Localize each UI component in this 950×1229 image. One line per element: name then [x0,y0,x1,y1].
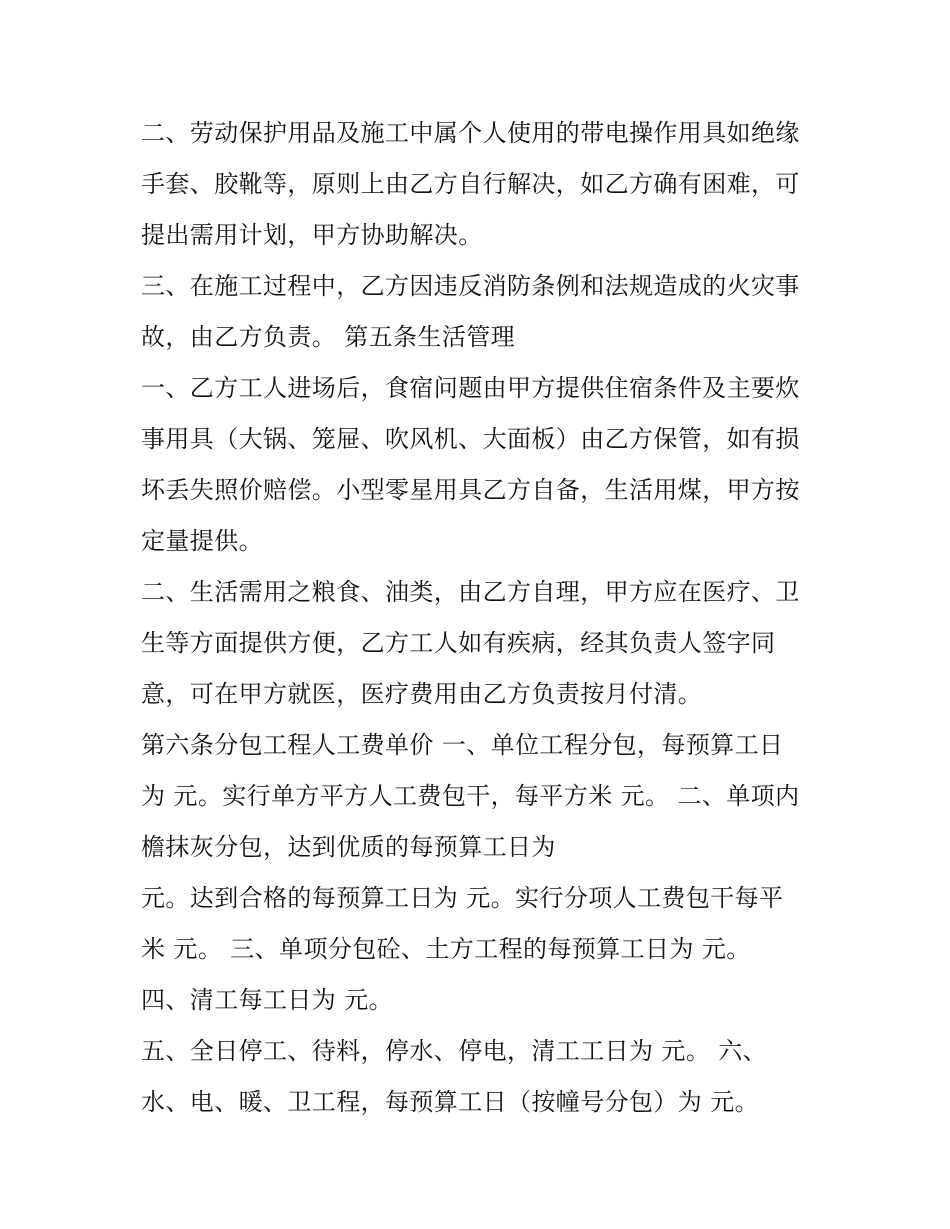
text-line: 手套、胶靴等，原则上由乙方自行解决，如乙方确有困难，可 [141,170,800,198]
text-line: 故，由乙方负责。 第五条生活管理 [141,323,516,351]
text-line: 四、清工每工日为 元。 [141,986,394,1014]
text-line: 一、乙方工人进场后，食宿问题由甲方提供住宿条件及主要炊 [141,374,800,402]
text-line: 五、全日停工、待料，停水、停电，清工工日为 元。 六、 [141,1037,768,1065]
text-line: 坏丢失照价赔偿。小型零星用具乙方自备，生活用煤，甲方按 [141,476,800,504]
text-line: 二、生活需用之粮食、油类，由乙方自理，甲方应在医疗、卫 [141,578,800,606]
text-line: 元。达到合格的每预算工日为 元。实行分项人工费包干每平 [141,884,784,912]
text-line: 定量提供。 [141,527,263,555]
text-line: 提出需用计划，甲方协助解决。 [141,221,483,249]
text-line: 檐抹灰分包，达到优质的每预算工日为 [141,833,556,861]
text-line: 第六条分包工程人工费单价 一、单位工程分包，每预算工日 [141,731,784,759]
contract-body-text [141,108,831,1128]
text-line: 生等方面提供方便，乙方工人如有疾病，经其负责人签字同 [141,629,776,657]
text-line: 事用具（大锅、笼屉、吹风机、大面板）由乙方保管，如有损 [141,425,800,453]
text-line: 三、在施工过程中，乙方因违反消防条例和法规造成的火灾事 [141,272,800,300]
text-line: 水、电、暖、卫工程，每预算工日（按幢号分包）为 元。 [141,1088,760,1116]
text-line: 意，可在甲方就医，医疗费用由乙方负责按月付清。 [141,680,703,708]
text-line: 二、劳动保护用品及施工中属个人使用的带电操作用具如绝缘 [141,119,800,147]
text-line: 米 元。 三、单项分包砼、土方工程的每预算工日为 元。 [141,935,751,963]
text-line: 为 元。实行单方平方人工费包干，每平方米 元。 二、单项内 [141,782,800,810]
